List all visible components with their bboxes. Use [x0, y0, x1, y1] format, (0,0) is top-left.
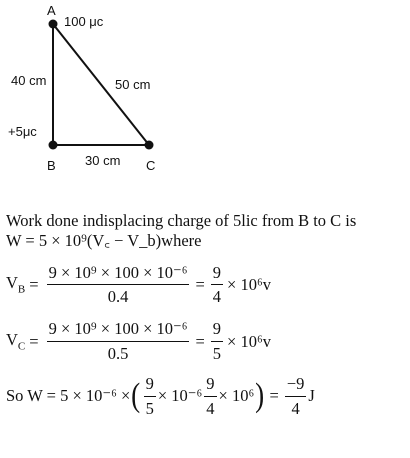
work-f2-num: 9: [204, 374, 216, 397]
vb-equation: [6, 263, 406, 308]
work-unit: J: [308, 386, 315, 406]
work-equation: [6, 374, 406, 419]
intro-line-1: Work done indisplacing charge of 5lic from B to C is: [6, 211, 357, 230]
vc-main-fraction: [47, 319, 190, 364]
left-paren: (: [131, 377, 141, 415]
solution-block: [6, 211, 406, 418]
vb-denominator: 0.4: [107, 287, 129, 307]
vc-result-den: 5: [212, 343, 222, 363]
point-b-label: B: [47, 158, 56, 173]
vc-equals-2: =: [195, 331, 205, 351]
vc-result-num: 9: [211, 319, 223, 342]
point-a-label: A: [47, 3, 56, 18]
point-a-dot: [49, 20, 58, 29]
vc-result-fraction: [211, 319, 223, 364]
right-paren: ): [255, 377, 265, 415]
work-mid: × 10⁻⁶: [157, 386, 203, 406]
work-fraction-2: [204, 374, 216, 419]
vc-tail: × 10⁶v: [227, 331, 271, 351]
vb-main-fraction: [47, 263, 190, 308]
work-f3-num: −9: [285, 374, 307, 397]
work-equals: =: [269, 386, 279, 406]
intro-line-2: W = 5 × 10⁹(V꜀ − V_b)where: [6, 230, 202, 250]
vb-tail: × 10⁶v: [227, 274, 271, 294]
point-b-dot: [49, 141, 58, 150]
work-f2-den: 4: [206, 398, 215, 418]
side-ab-label: 40 cm: [11, 73, 47, 88]
work-f1-den: 5: [145, 398, 154, 418]
side-bc-label: 30 cm: [85, 153, 121, 168]
point-c-dot: [145, 141, 154, 150]
vb-equals: =: [29, 274, 39, 294]
work-f3-den: 4: [291, 398, 300, 418]
vb-result-fraction: [211, 263, 223, 308]
triangle-diagram: [0, 0, 410, 200]
side-ac-label: 50 cm: [115, 77, 151, 92]
vb-result-den: 4: [212, 287, 222, 307]
work-fraction-3: [285, 374, 307, 419]
vc-equation: [6, 319, 406, 364]
work-mid-2: × 10⁶: [218, 386, 255, 406]
vc-equals: =: [29, 331, 39, 351]
vb-equals-2: =: [195, 274, 205, 294]
vc-denominator: 0.5: [107, 343, 129, 363]
vb-numerator: 9 × 10⁹ × 100 × 10⁻⁶: [47, 263, 190, 286]
work-prefix: So W = 5 × 10⁻⁶ ×: [6, 386, 131, 406]
work-fraction-1: [144, 374, 156, 419]
vb-result-num: 9: [211, 263, 223, 286]
point-a-charge: 100 μc: [64, 14, 104, 29]
work-f1-num: 9: [144, 374, 156, 397]
vc-lhs: $V_C$: [6, 329, 26, 353]
point-c-label: C: [146, 158, 156, 173]
vc-numerator: 9 × 10⁹ × 100 × 10⁻⁶: [47, 319, 190, 342]
vb-lhs: $V_B$: [6, 273, 26, 296]
point-b-charge: +5μc: [8, 124, 37, 139]
